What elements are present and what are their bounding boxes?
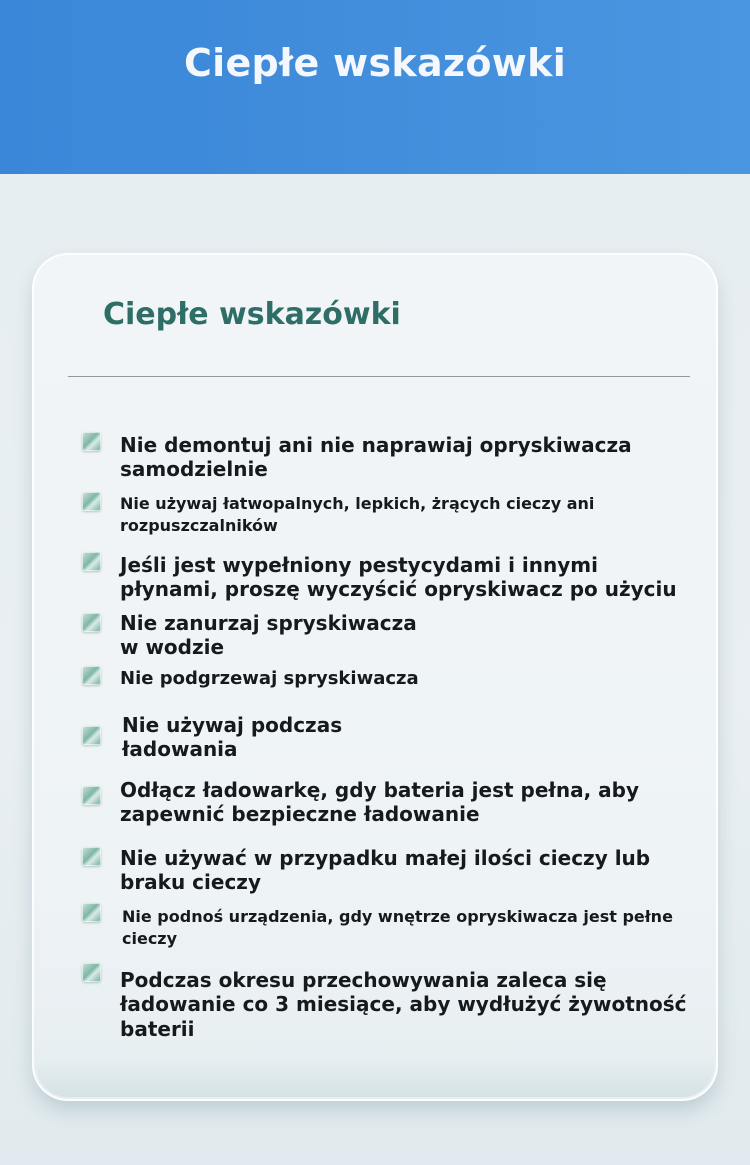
checkbox-icon: [82, 492, 101, 511]
checkbox-icon: [82, 552, 101, 571]
card-title: Ciepłe wskazówki: [103, 297, 401, 332]
checkbox-icon: [82, 726, 101, 745]
tip-item: Nie demontuj ani nie naprawiaj opryskiwacza samodzielnie: [120, 433, 632, 482]
header-banner: [0, 0, 750, 174]
checkbox-icon: [82, 666, 101, 685]
tip-item: Nie podnoś urządzenia, gdy wnętrze opryskiwacza jest pełne cieczy: [122, 907, 673, 949]
tip-item: Podczas okresu przechowywania zaleca się ładowanie co 3 miesiące, aby wydłużyć żywotność baterii: [120, 968, 687, 1041]
tip-item: Nie używaj podczas ładowania: [122, 713, 343, 762]
checkbox-icon: [82, 903, 101, 922]
checkbox-icon: [82, 963, 101, 982]
tip-item: Nie używać w przypadku małej ilości cieczy lub braku cieczy: [120, 846, 651, 895]
tip-item: Nie podgrzewaj spryskiwacza: [120, 668, 419, 689]
checkbox-icon: [82, 613, 101, 632]
tip-item: Jeśli jest wypełniony pestycydami i innymi płynami, proszę wyczyścić opryskiwacz po użyciu: [120, 553, 677, 602]
header-title: Ciepłe wskazówki: [183, 41, 567, 85]
checkbox-icon: [82, 432, 101, 451]
tip-item: Nie używaj łatwopalnych, lepkich, żrących cieczy ani rozpuszczalników: [120, 494, 595, 536]
checkbox-icon: [82, 847, 101, 866]
title-divider: [68, 376, 690, 377]
tip-item: Nie zanurzaj spryskiwacza w wodzie: [120, 611, 417, 660]
tips-card: [32, 253, 718, 1101]
card-bottom-edge: [36, 1057, 714, 1097]
tip-item: Odłącz ładowarkę, gdy bateria jest pełna, aby zapewnić bezpieczne ładowanie: [120, 778, 639, 827]
checkbox-icon: [82, 786, 101, 805]
